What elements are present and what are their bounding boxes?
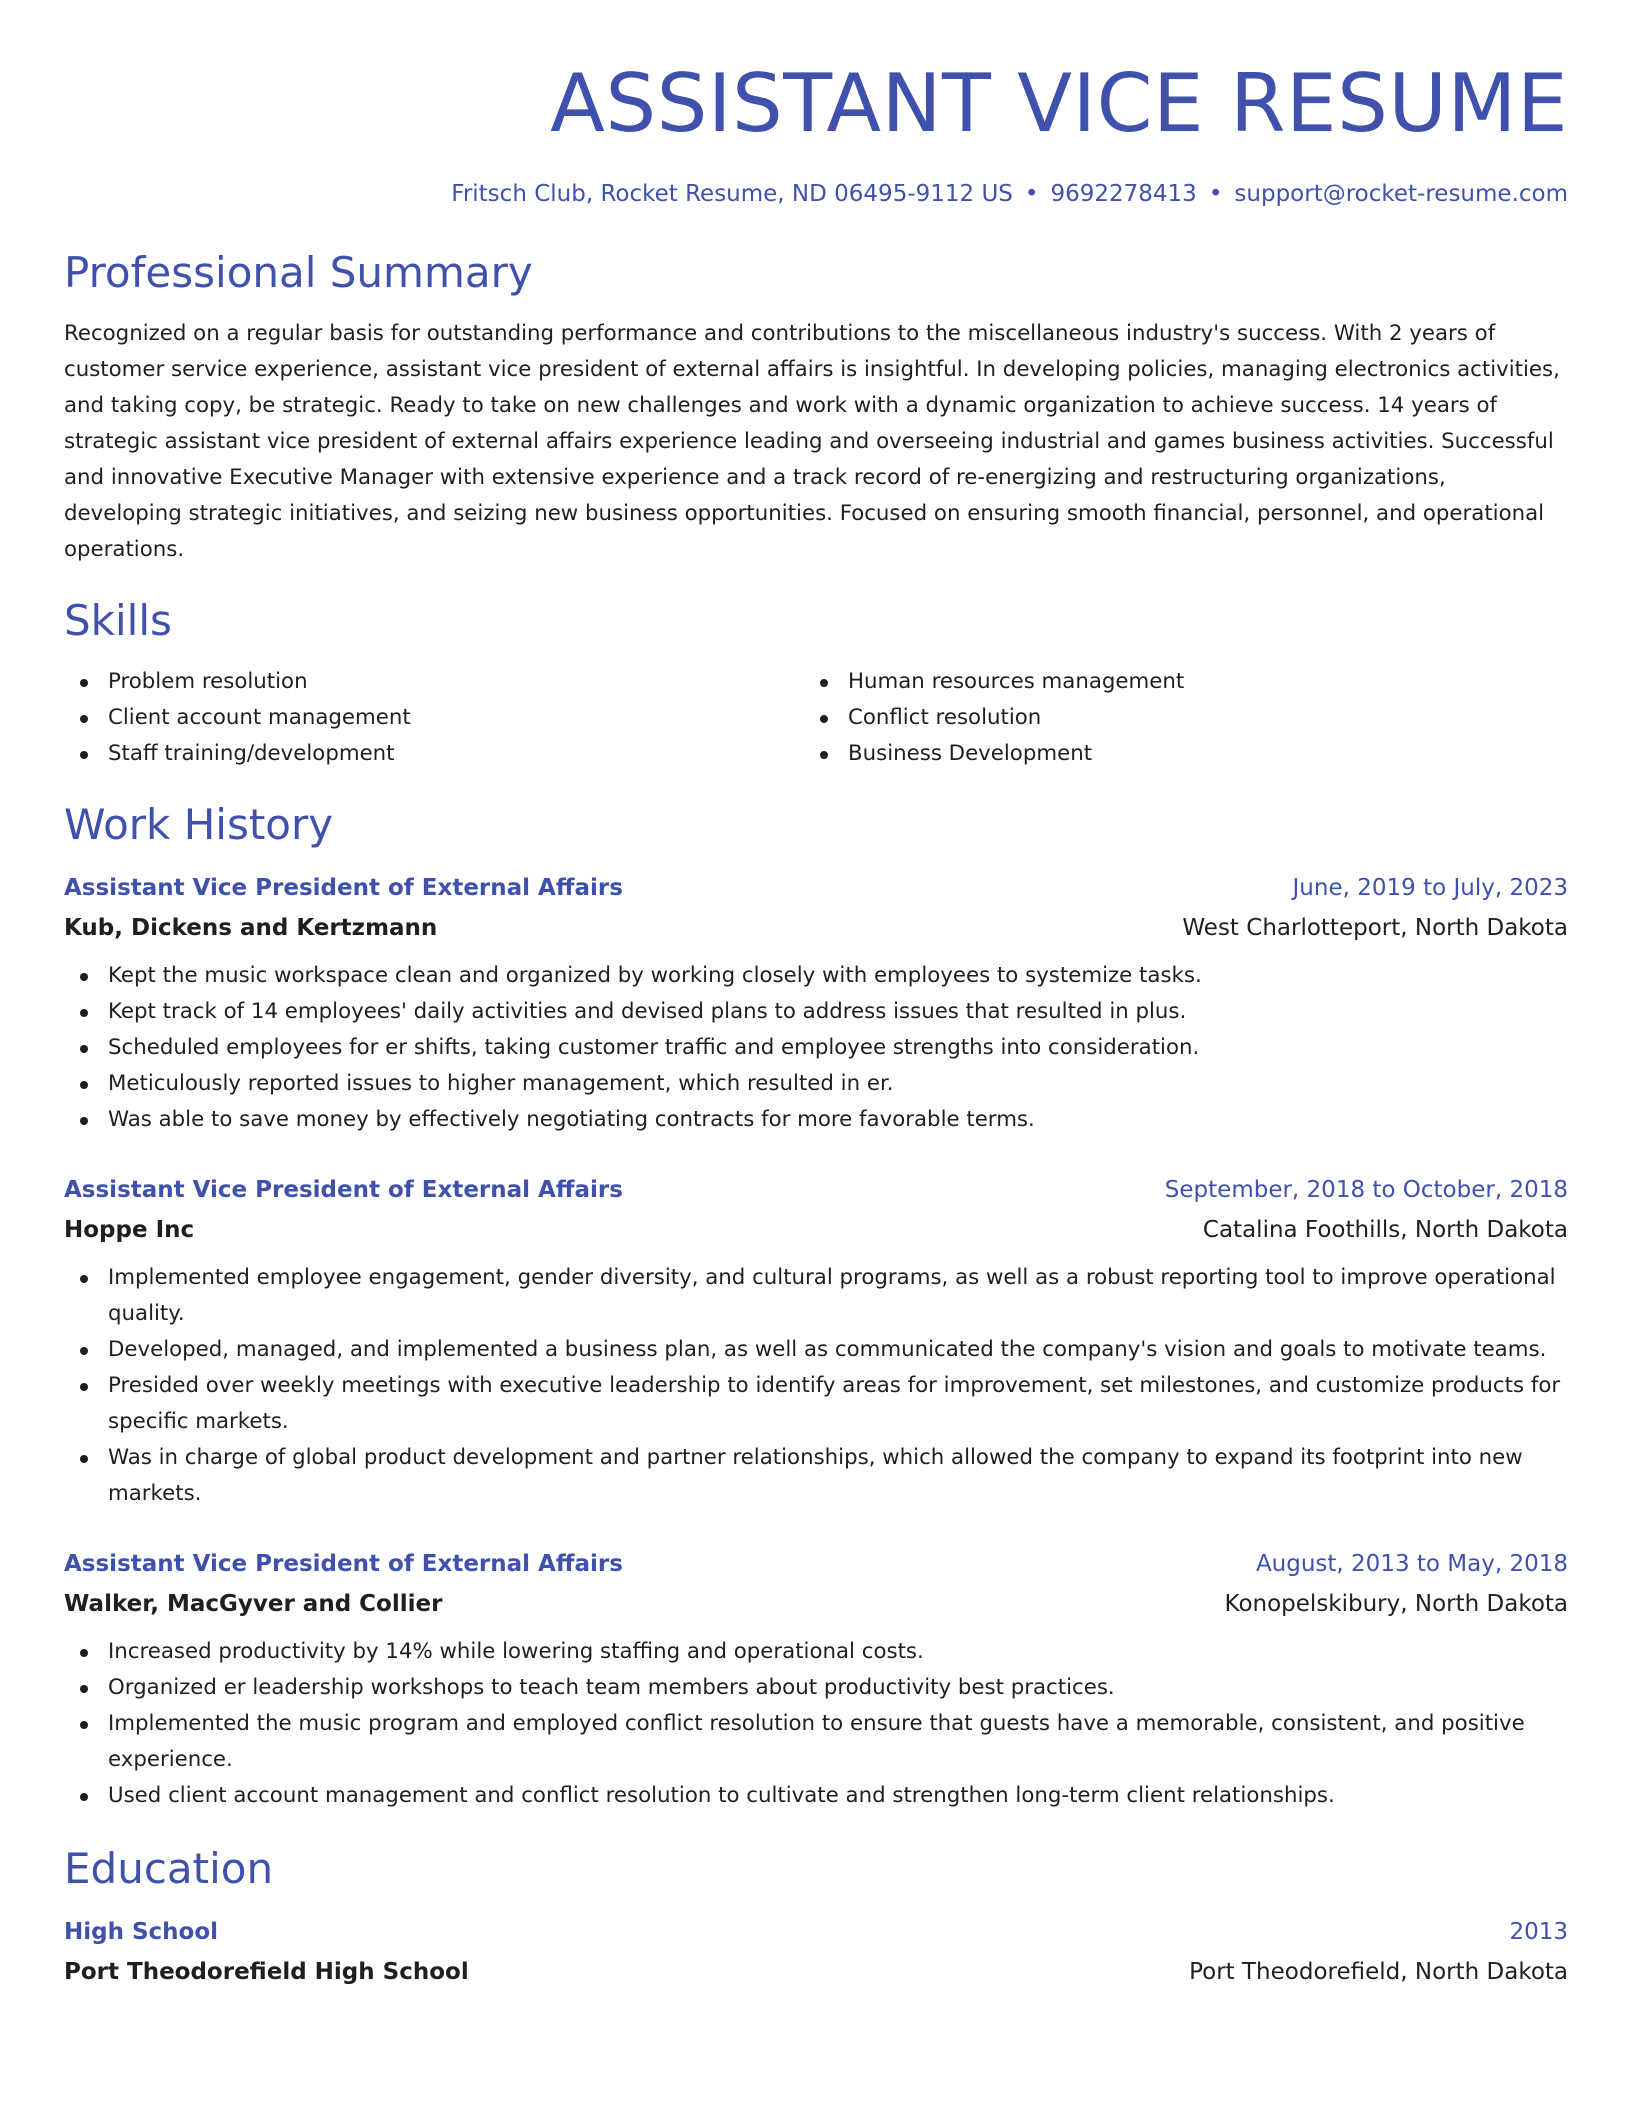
job-dates: June, 2019 to July, 2023: [1292, 875, 1568, 901]
skills-column-left: [64, 664, 804, 772]
skill-item: Staff training/development: [64, 736, 804, 772]
job-title: Assistant Vice President of External Affairs: [64, 1551, 623, 1577]
contact-separator: •: [1208, 181, 1223, 207]
summary-heading: Professional Summary: [64, 248, 533, 297]
skill-item: Problem resolution: [64, 664, 804, 700]
work-history-heading: Work History: [64, 800, 334, 849]
education-location: Port Theodorefield, North Dakota: [1189, 1959, 1568, 1985]
contact-email[interactable]: support@rocket-resume.com: [1234, 181, 1568, 207]
job-bullet: Scheduled employees for er shifts, taking customer traffic and employee strengths into consideration.: [64, 1030, 1568, 1066]
education-year: 2013: [1509, 1919, 1568, 1945]
job-entry: [64, 1170, 1568, 1512]
job-bullets: [64, 1260, 1568, 1512]
resume-header: [64, 57, 1568, 210]
skill-item: Client account management: [64, 700, 804, 736]
education-entry: [64, 1912, 1568, 1992]
skills-column-right: [804, 664, 1544, 772]
skill-item: Business Development: [804, 736, 1544, 772]
job-bullets: [64, 958, 1568, 1138]
resume-name: ASSISTANT VICE RESUME: [550, 57, 1568, 150]
job-bullet: Developed, managed, and implemented a business plan, as well as communicated the company's vision and goals to motivate teams.: [64, 1332, 1568, 1368]
job-bullet: Presided over weekly meetings with executive leadership to identify areas for improvement, set milestones, and customize products for specific markets.: [64, 1368, 1568, 1440]
contact-phone: 9692278413: [1050, 181, 1197, 207]
resume-page: [64, 57, 1568, 1992]
job-location: Catalina Foothills, North Dakota: [1202, 1217, 1568, 1243]
job-company: Walker, MacGyver and Collier: [64, 1591, 443, 1617]
job-bullet: Implemented the music program and employed conflict resolution to ensure that guests have a memorable, consistent, and positive experience.: [64, 1706, 1568, 1778]
summary-text: Recognized on a regular basis for outstanding performance and contributions to the miscellaneous industry's success. With 2 years of customer service experience, assistant vice president of external affairs is insightful. In developing policies, managing electronics activities, and taking copy, be strategic. Ready to take on new challenges and work with a dynamic organization to achieve success. 14 years of strategic assistant vice president of external affairs experience leading and overseeing industrial and games business activities. Successful and innovative Executive Manager with extensive experience and a track record of re-energizing and restructuring organizations, developing strategic initiatives, and seizing new business opportunities. Focused on ensuring smooth financial, personnel, and operational operations.: [64, 321, 1560, 562]
skill-item: Conflict resolution: [804, 700, 1544, 736]
contact-line: [64, 178, 1568, 210]
skills-heading: Skills: [64, 596, 172, 645]
job-bullet: Implemented employee engagement, gender diversity, and cultural programs, as well as a robust reporting tool to improve operational quality.: [64, 1260, 1568, 1332]
education-degree: High School: [64, 1919, 219, 1945]
contact-separator: •: [1024, 181, 1039, 207]
job-bullet: Organized er leadership workshops to teach team members about productivity best practices.: [64, 1670, 1568, 1706]
education-school: Port Theodorefield High School: [64, 1959, 469, 1985]
contact-address: Fritsch Club, Rocket Resume, ND 06495-9112 US: [451, 181, 1013, 207]
job-location: Konopelskibury, North Dakota: [1224, 1591, 1568, 1617]
job-company: Hoppe Inc: [64, 1217, 195, 1243]
job-title: Assistant Vice President of External Affairs: [64, 875, 623, 901]
job-bullet: Kept track of 14 employees' daily activities and devised plans to address issues that resulted in plus.: [64, 994, 1568, 1030]
education-heading: Education: [64, 1844, 274, 1893]
job-bullet: Increased productivity by 14% while lowering staffing and operational costs.: [64, 1634, 1568, 1670]
job-bullets: [64, 1634, 1568, 1814]
job-title: Assistant Vice President of External Affairs: [64, 1177, 623, 1203]
job-bullet: Used client account management and conflict resolution to cultivate and strengthen long-term client relationships.: [64, 1778, 1568, 1814]
job-bullet: Was able to save money by effectively negotiating contracts for more favorable terms.: [64, 1102, 1568, 1138]
job-bullet: Meticulously reported issues to higher management, which resulted in er.: [64, 1066, 1568, 1102]
job-dates: September, 2018 to October, 2018: [1164, 1177, 1568, 1203]
job-bullet: Was in charge of global product development and partner relationships, which allowed the company to expand its footprint into new markets.: [64, 1440, 1568, 1512]
job-bullet: Kept the music workspace clean and organized by working closely with employees to systemize tasks.: [64, 958, 1568, 994]
job-entry: [64, 868, 1568, 1138]
job-entry: [64, 1544, 1568, 1814]
skills-list: [64, 664, 1568, 772]
skill-item: Human resources management: [804, 664, 1544, 700]
job-dates: August, 2013 to May, 2018: [1255, 1551, 1568, 1577]
job-company: Kub, Dickens and Kertzmann: [64, 915, 438, 941]
job-location: West Charlotteport, North Dakota: [1182, 915, 1568, 941]
